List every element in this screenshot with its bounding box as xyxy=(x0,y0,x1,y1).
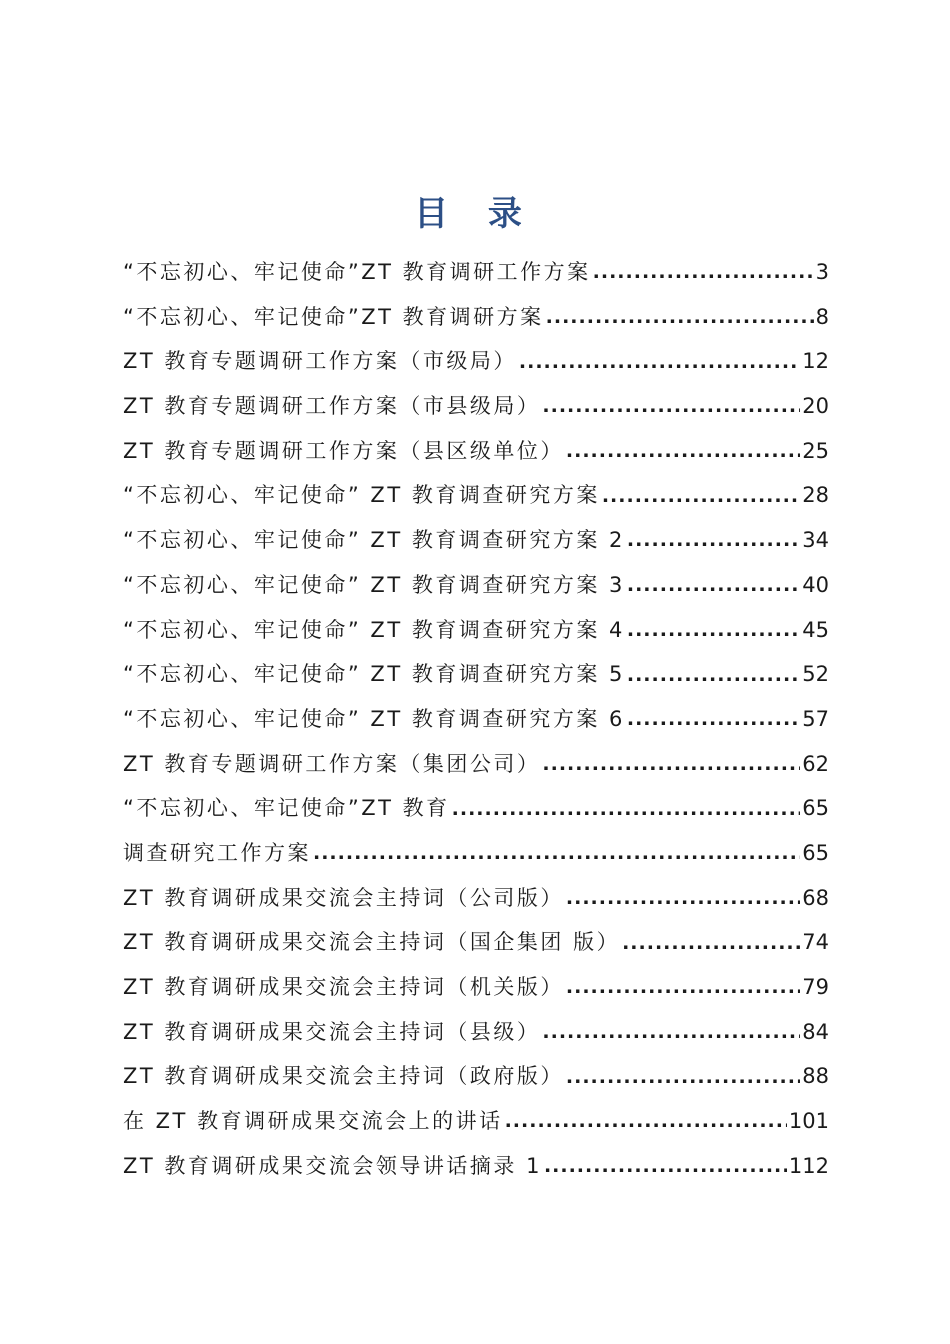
toc-entry-page-number: 88 xyxy=(802,1064,829,1089)
toc-entry-page-number: 8 xyxy=(815,304,829,329)
toc-entry-title: ZT 教育调研成果交流会领导讲话摘录 1 xyxy=(123,1153,542,1178)
toc-entry[interactable] xyxy=(123,563,829,608)
toc-dot-leader xyxy=(505,1111,787,1131)
toc-entry-page-number: 12 xyxy=(802,349,829,374)
toc-entry-page-number: 52 xyxy=(802,662,829,687)
toc-entry-title: “不忘初心、牢记使命”ZT 教育 xyxy=(123,796,450,821)
toc-dot-leader xyxy=(542,754,800,774)
toc-entry-page-number: 45 xyxy=(802,617,829,642)
toc-dot-leader xyxy=(546,307,814,327)
toc-dot-leader xyxy=(627,709,800,729)
toc-dot-leader xyxy=(566,977,800,997)
toc-entry[interactable] xyxy=(123,608,829,653)
toc-entry-title: “不忘初心、牢记使命” ZT 教育调查研究方案 3 xyxy=(123,572,625,597)
toc-entry-title: ZT 教育专题调研工作方案（集团公司） xyxy=(123,751,541,776)
toc-title: 目 录 xyxy=(414,194,536,234)
toc-entry-page-number: 112 xyxy=(788,1153,829,1178)
toc-entry-page-number: 101 xyxy=(788,1109,829,1134)
toc-entry[interactable] xyxy=(123,1099,829,1144)
toc-entry[interactable] xyxy=(123,339,829,384)
toc-entry-title: “不忘初心、牢记使命”ZT 教育调研工作方案 xyxy=(123,260,591,284)
toc-entry-title: “不忘初心、牢记使命” ZT 教育调查研究方案 5 xyxy=(123,662,625,687)
toc-entry-title: “不忘初心、牢记使命” ZT 教育调查研究方案 4 xyxy=(123,617,625,642)
toc-entry-title: ZT 教育调研成果交流会主持词（县级） xyxy=(123,1019,541,1044)
toc-dot-leader xyxy=(542,1022,800,1042)
toc-entry[interactable] xyxy=(123,697,829,742)
toc-entry[interactable] xyxy=(123,1010,829,1055)
toc-entry[interactable] xyxy=(123,1054,829,1099)
toc-entry[interactable] xyxy=(123,250,829,295)
toc-entry-page-number: 28 xyxy=(802,483,829,508)
toc-entry[interactable] xyxy=(123,876,829,921)
toc-dot-leader xyxy=(452,799,801,819)
toc-entry[interactable] xyxy=(123,429,829,474)
toc-entry-page-number: 40 xyxy=(802,572,829,597)
toc-dot-leader xyxy=(622,933,800,953)
toc-entry[interactable] xyxy=(123,295,829,340)
toc-dot-leader xyxy=(544,1156,787,1176)
toc-entry-title: 调查研究工作方案 xyxy=(123,840,311,865)
toc-entry[interactable] xyxy=(123,920,829,965)
toc-dot-leader xyxy=(627,665,800,685)
toc-entry-title: ZT 教育调研成果交流会主持词（国企集团 版） xyxy=(123,930,621,955)
toc-entry-title: “不忘初心、牢记使命” ZT 教育调查研究方案 xyxy=(123,483,600,508)
toc-entry-page-number: 65 xyxy=(802,796,829,821)
toc-entry-page-number: 25 xyxy=(802,438,829,463)
toc-entry-title: ZT 教育调研成果交流会主持词（公司版） xyxy=(123,885,564,910)
toc-entry-title: ZT 教育调研成果交流会主持词（政府版） xyxy=(123,1064,564,1089)
toc-entry[interactable] xyxy=(123,742,829,787)
toc-dot-leader xyxy=(566,888,800,908)
toc-entry[interactable] xyxy=(123,831,829,876)
toc-dot-leader xyxy=(602,486,800,506)
toc-entry-page-number: 62 xyxy=(802,751,829,776)
toc-entry-title: “不忘初心、牢记使命” ZT 教育调查研究方案 2 xyxy=(123,528,625,553)
toc-dot-leader xyxy=(566,1067,800,1087)
toc-entry-title: ZT 教育专题调研工作方案（市级局） xyxy=(123,349,517,374)
toc-entry-title: ZT 教育专题调研工作方案（县区级单位） xyxy=(123,438,564,463)
toc-entry-title: “不忘初心、牢记使命” ZT 教育调查研究方案 6 xyxy=(123,706,625,731)
toc-dot-leader xyxy=(627,530,800,550)
toc-dot-leader xyxy=(627,575,800,595)
toc-dot-leader xyxy=(627,620,800,640)
toc-entry-title: ZT 教育专题调研工作方案（市县级局） xyxy=(123,394,541,419)
toc-entry[interactable] xyxy=(123,786,829,831)
toc-entry[interactable] xyxy=(123,1144,829,1189)
toc-entry[interactable] xyxy=(123,473,829,518)
toc-dot-leader xyxy=(542,396,800,416)
toc-entry[interactable] xyxy=(123,652,829,697)
toc-entry-title: ZT 教育调研成果交流会主持词（机关版） xyxy=(123,975,564,999)
toc-entry-page-number: 3 xyxy=(815,260,829,284)
toc-list xyxy=(123,250,829,1188)
toc-entry-page-number: 79 xyxy=(802,975,829,999)
toc-entry-page-number: 84 xyxy=(802,1019,829,1044)
toc-entry-title: “不忘初心、牢记使命”ZT 教育调研方案 xyxy=(123,304,544,329)
toc-entry-page-number: 20 xyxy=(802,394,829,419)
toc-dot-leader xyxy=(566,441,800,461)
toc-dot-leader xyxy=(519,352,800,372)
toc-entry[interactable] xyxy=(123,384,829,429)
toc-entry[interactable] xyxy=(123,965,829,1010)
toc-entry-title: 在 ZT 教育调研成果交流会上的讲话 xyxy=(123,1109,503,1134)
toc-entry-page-number: 74 xyxy=(802,930,829,955)
toc-entry-page-number: 68 xyxy=(802,885,829,910)
toc-entry[interactable] xyxy=(123,518,829,563)
toc-entry-page-number: 57 xyxy=(802,706,829,731)
toc-dot-leader xyxy=(593,262,814,282)
toc-dot-leader xyxy=(313,843,800,863)
toc-entry-page-number: 34 xyxy=(802,528,829,553)
toc-entry-page-number: 65 xyxy=(802,840,829,865)
